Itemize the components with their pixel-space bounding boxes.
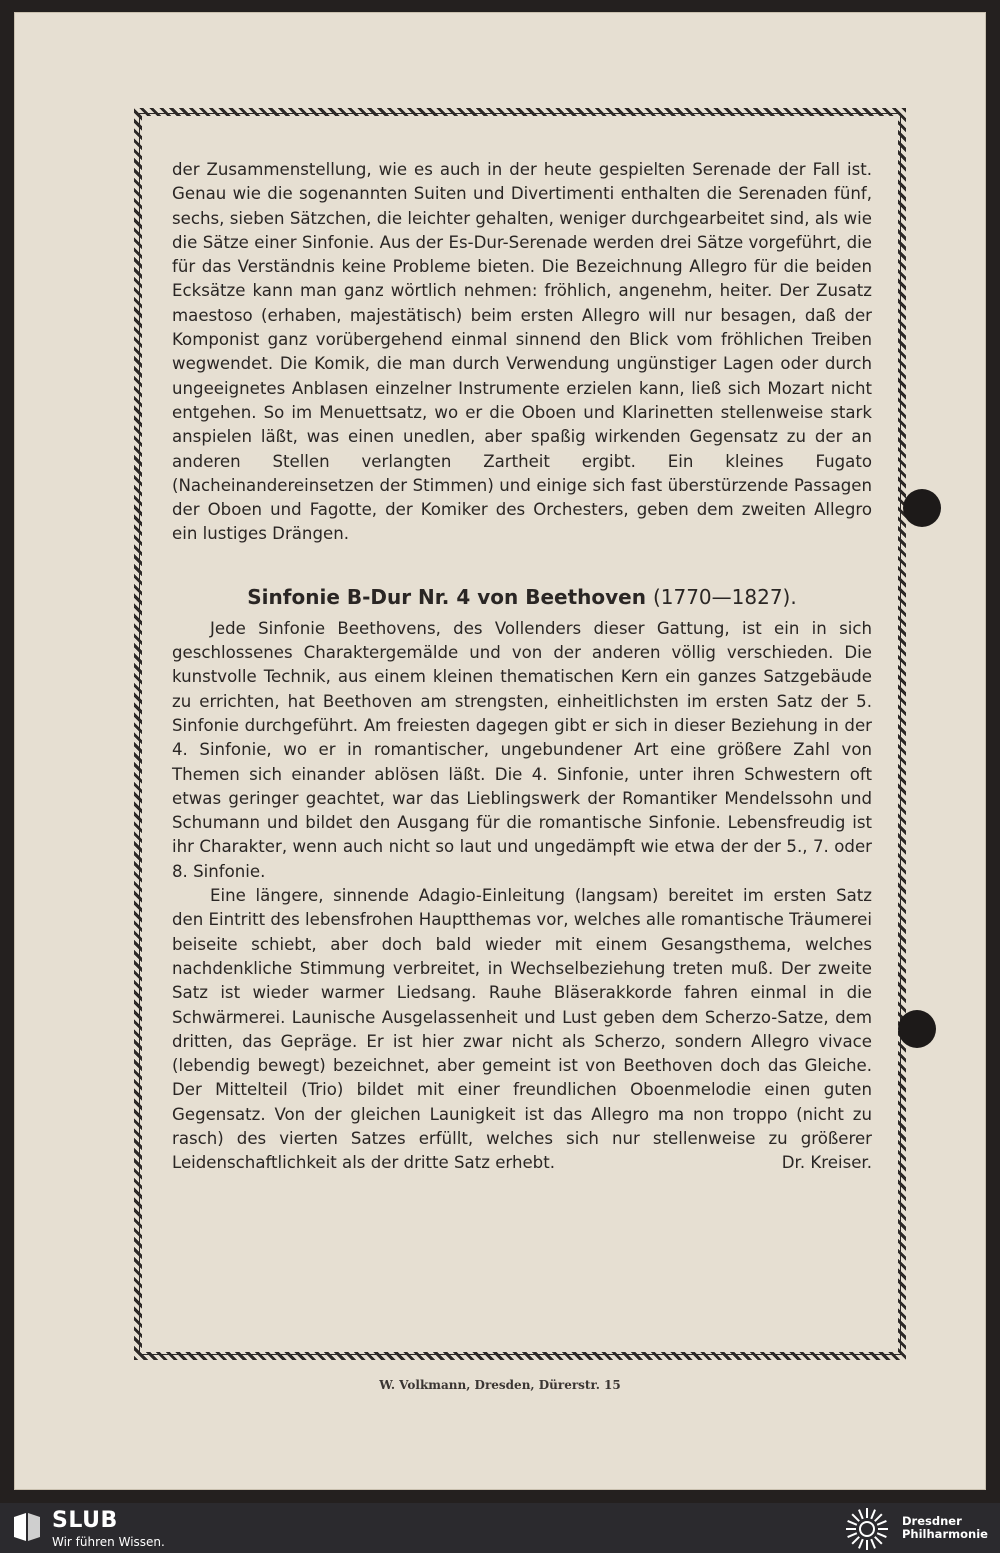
punch-hole-upper (903, 489, 941, 527)
philharmonie-sunburst-icon[interactable] (842, 1507, 892, 1551)
heading-title: Sinfonie B-Dur Nr. 4 von Beethoven (247, 584, 646, 609)
paragraph-movements: Eine längere, sinnende Adagio-Einleitung (langsam) bereitet im ersten Satz den Eintritt des lebensfrohen Hauptthemas vor, welches alle romantische Träumerei beiseite schiebt, aber doch bald wieder mit einem Gesangsthema, welches nachdenkliche Stimmung verbreitet, in Wechselbeziehung treten muß. Der zweite Satz ist wieder warmer Liedsang. Rauhe Bläserakkorde fahren einmal in die Schwärmerei. Launische Ausgelassenheit und Lust geben dem Scherzo-Satze, dem dritten, das Gepräge. Er ist hier zwar nicht als Scherzo, sondern Allegro vivace (lebendig bewegt) bezeichnet, aber gemeint ist von Beethoven doch das Gleiche. Der Mittelteil (Trio) bildet mit einer freundlichen Oboenmelodie einen guten Gegensatz. Von der gleichen Launigkeit ist das Allegro ma non troppo (nicht zu rasch) des vierten Satzes erfüllt, welches sich nur stellenweise zu größerer Leidenschaftlichkeit als der dritte Satz erhebt. (172, 886, 872, 1173)
paragraph-serenade: der Zusammenstellung, wie es auch in der heute gespielten Serenade der Fall ist. Genau wie die sogenannten Suiten und Divertimenti enthalten die Serenaden fünf, sechs, sieben Sätzchen, die leichter gehalten, weniger durchgearbeitet sind, als wie die Sätze einer Sinfonie. Aus der Es-Dur-Serenade werden drei Sätze vorgeführt, die für das Verständnis keine Probleme bieten. Die Bezeichnung Allegro für die beiden Ecksätze kann man ganz wörtlich nehmen: fröhlich, angenehm, heiter. Der Zusatz maestoso (erhaben, majestätisch) beim ersten Allegro will nur besagen, daß der Komponist ganz vorübergehend einmal sinnend den Blick vom fröhlichen Treiben wegwendet. Die Komik, die man durch Verwendung ungünstiger Lagen oder durch ungeeignetes Anblasen einzelner Instrumente erzielen kann, ließ sich Mozart nicht entgehen. So im Menuettsatz, wo er die Oboen und Klarinetten stellenweise stark anspielen läßt, was einen unedlen, aber spaßig wirkenden Gegensatz zu der an anderen Stellen verlangten Zartheit ergibt. Ein kleines Fugato (Nacheinandereinsetzen der Stimmen) und einige sich fast überstürzende Passagen der Oboen und Fagotte, der Komiker des Orchesters, geben dem zweiten Allegro ein lustiges Drängen. (172, 160, 872, 544)
footer-bar (0, 1503, 1000, 1553)
paragraph-movements-wrapper (172, 884, 872, 1176)
section-heading (172, 583, 872, 611)
partner-name[interactable] (902, 1515, 988, 1541)
paragraph-beethoven-intro: Jede Sinfonie Beethovens, des Vollenders dieser Gattung, ist ein in sich geschlossenes Charaktergemälde und von der anderen völlig verschieden. Die kunstvolle Technik, aus einem kleinen thematischen Kern ein ganzes Satzgebäude zu errichten, hat Beethoven am strengsten, einheitlichsten im ersten Satz der 5. Sinfonie durchgeführt. Am freiesten dagegen gibt er sich in dieser Beziehung in der 4. Sinfonie, wo er in romantischer, ungebundener Art eine größere Zahl von Themen sich einander ablösen läßt. Die 4. Sinfonie, unter ihren Schwestern oft etwas geringer geachtet, war das Lieblingswerk der Romantiker Mendelssohn und Schumann und bildet den Ausgang für die romantische Sinfonie. Lebensfreudig ist ihr Charakter, wenn auch nicht so laut und ungedämpft wie etwa der der 5., 7. oder 8. Sinfonie. (172, 618, 872, 881)
library-tagline: Wir führen Wissen. (52, 1535, 165, 1549)
library-name[interactable]: SLUB (52, 1508, 118, 1533)
partner-name-line2: Philharmonie (902, 1527, 988, 1541)
slub-book-icon[interactable] (12, 1511, 42, 1543)
heading-years: (1770—1827). (652, 584, 797, 609)
printer-imprint: W. Volkmann, Dresden, Dürerstr. 15 (379, 1378, 621, 1392)
partner-name-line1: Dresdner (902, 1514, 962, 1528)
author-signature: Dr. Kreiser. (781, 1153, 872, 1173)
punch-hole-lower (898, 1010, 936, 1048)
document-body (172, 158, 872, 1176)
